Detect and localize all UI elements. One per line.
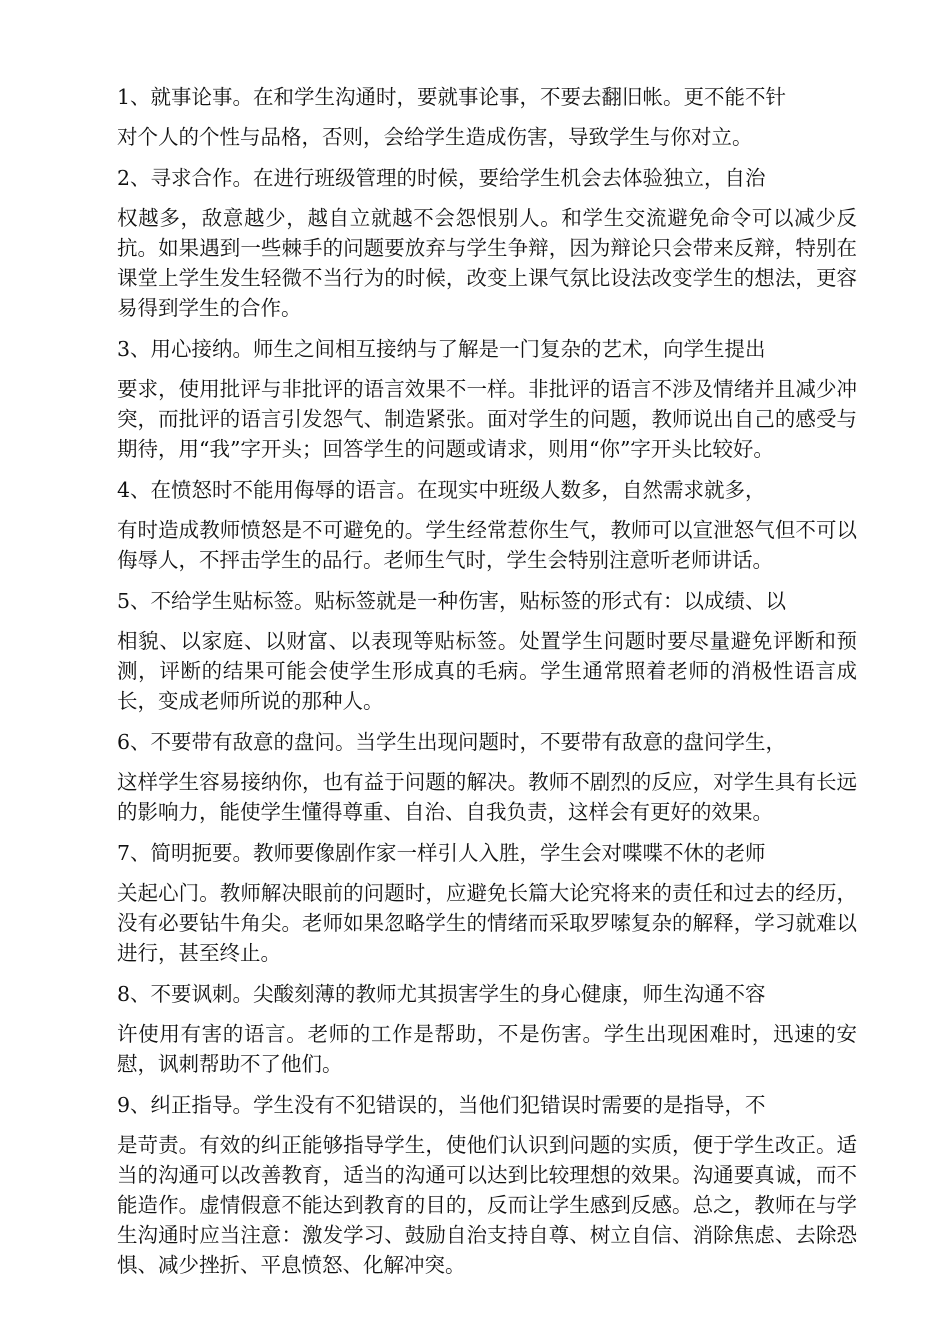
paragraph-4	[117, 475, 857, 575]
paragraph-6	[117, 727, 857, 827]
paragraph-4-first-line: 4、在愤怒时不能用侮辱的语言。在现实中班级人数多，自然需求就多，	[117, 478, 766, 502]
paragraph-7-body: 关起心门。教师解决眼前的问题时，应避免长篇大论究将来的责任和过去的经历，没有必要钻牛角尖。老师如果忽略学生的情绪而采取罗嗦复杂的解释，学习就难以进行，甚至终止。	[117, 881, 857, 965]
paragraph-9-first-line: 9、纠正指导。学生没有不犯错误的，当他们犯错误时需要的是指导，不	[117, 1093, 766, 1117]
paragraph-5-first-line: 5、不给学生贴标签。贴标签就是一种伤害，贴标签的形式有：以成绩、以	[117, 589, 787, 613]
paragraph-2	[117, 163, 857, 323]
paragraph-9-body: 是苛责。有效的纠正能够指导学生，使他们认识到问题的实质，便于学生改正。适当的沟通可以改善教育，适当的沟通可以达到比较理想的效果。沟通要真诚，而不能造作。虚情假意不能达到教育的目的，反而让学生感到反感。总之，教师在与学生沟通时应当注意：激发学习、鼓励自治支持自尊、树立自信、消除焦虑、去除恐惧、减少挫折、平息愤怒、化解冲突。	[117, 1133, 857, 1277]
paragraph-6-first-line: 6、不要带有敌意的盘问。当学生出现问题时，不要带有敌意的盘问学生，	[117, 730, 787, 754]
paragraph-7	[117, 838, 857, 968]
paragraph-2-body: 权越多，敌意越少，越自立就越不会怨恨别人。和学生交流避免命令可以减少反抗。如果遇到一些棘手的问题要放弃与学生争辩，因为辩论只会带来反辩，特别在课堂上学生发生轻微不当行为的时候，改变上课气氛比设法改变学生的想法，更容易得到学生的合作。	[117, 206, 857, 320]
paragraph-1	[117, 82, 857, 152]
paragraph-1-first-line: 1、就事论事。在和学生沟通时，要就事论事，不要去翻旧帐。更不能不针	[117, 85, 787, 109]
paragraph-1-body: 对个人的个性与品格，否则，会给学生造成伤害，导致学生与你对立。	[117, 125, 753, 149]
paragraph-7-first-line: 7、简明扼要。教师要像剧作家一样引人入胜，学生会对喋喋不休的老师	[117, 841, 766, 865]
document-page	[117, 82, 857, 1291]
paragraph-9	[117, 1090, 857, 1280]
paragraph-8-body: 许使用有害的语言。老师的工作是帮助，不是伤害。学生出现困难时，迅速的安慰，讽刺帮助不了他们。	[117, 1022, 857, 1076]
paragraph-3-body: 要求，使用批评与非批评的语言效果不一样。非批评的语言不涉及情绪并且减少冲突，而批评的语言引发怨气、制造紧张。面对学生的问题，教师说出自己的感受与期待，用“我”字开头；回答学生的问题或请求，则用“你”字开头比较好。	[117, 377, 857, 461]
paragraph-5	[117, 586, 857, 716]
paragraph-2-first-line: 2、寻求合作。在进行班级管理的时候，要给学生机会去体验独立，自治	[117, 166, 766, 190]
paragraph-6-body: 这样学生容易接纳你，也有益于问题的解决。教师不剧烈的反应，对学生具有长远的影响力，能使学生懂得尊重、自治、自我负责，这样会有更好的效果。	[117, 770, 857, 824]
paragraph-5-body: 相貌、以家庭、以财富、以表现等贴标签。处置学生问题时要尽量避免评断和预测，评断的结果可能会使学生形成真的毛病。学生通常照着老师的消极性语言成长，变成老师所说的那种人。	[117, 629, 857, 713]
paragraph-3	[117, 334, 857, 464]
paragraph-4-body: 有时造成教师愤怒是不可避免的。学生经常惹你生气，教师可以宣泄怒气但不可以侮辱人，不抨击学生的品行。老师生气时，学生会特别注意听老师讲话。	[117, 518, 857, 572]
paragraph-8-first-line: 8、不要讽刺。尖酸刻薄的教师尤其损害学生的身心健康，师生沟通不容	[117, 982, 766, 1006]
paragraph-8	[117, 979, 857, 1079]
paragraph-3-first-line: 3、用心接纳。师生之间相互接纳与了解是一门复杂的艺术，向学生提出	[117, 337, 766, 361]
